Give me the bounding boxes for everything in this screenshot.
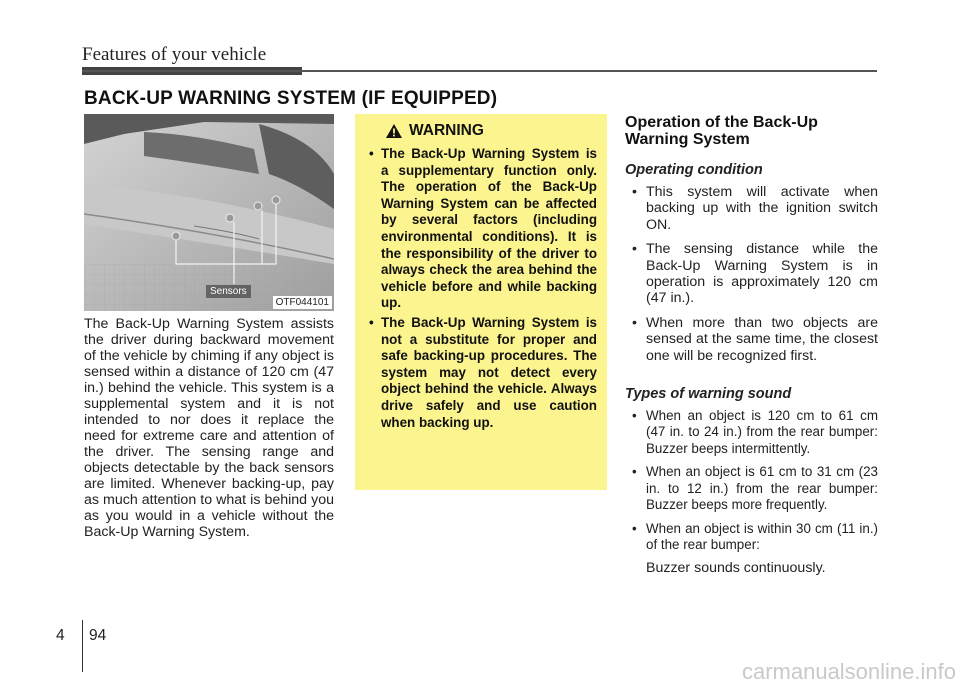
footer-divider bbox=[82, 620, 83, 672]
sensors-callout: Sensors bbox=[206, 285, 251, 298]
header-title: Features of your vehicle bbox=[82, 44, 267, 65]
page-number: 94 bbox=[89, 627, 107, 644]
condition-item: • The sensing distance while the Back-Up Warning System is in operation is approximately 120 cm (47 in.). bbox=[625, 241, 878, 307]
condition-list bbox=[625, 184, 878, 364]
warning-triangle-icon bbox=[385, 123, 403, 139]
section-title: BACK-UP WARNING SYSTEM (IF EQUIPPED) bbox=[84, 88, 498, 109]
warning-sound-title: Types of warning sound bbox=[625, 386, 792, 403]
sound-item: • When an object is within 30 cm (11 in.) of the rear bumper: bbox=[625, 521, 878, 554]
intro-paragraph: The Back-Up Warning System assists the driver during backward movement of the vehicle by chiming if any object is sensed within a distance of 120 cm (47 in.) behind the vehicle. This system is a supplemental system and it is not intended to nor does it replace the need for extreme care and attention of the driver. The sensing range and objects detectable by the back sensors are limited. Whenever backing-up, pay as much attention to what is behind you as you would in a vehicle without the Back-Up Warning System. bbox=[84, 316, 334, 540]
sound-list bbox=[625, 408, 878, 553]
condition-item: • When more than two objects are sensed at the same time, the closest one will be recognized first. bbox=[625, 315, 878, 364]
sound-item: • When an object is 61 cm to 31 cm (23 in. to 12 in.) from the rear bumper: Buzzer beeps more frequently. bbox=[625, 464, 878, 513]
operating-condition-title: Operating condition bbox=[625, 162, 763, 178]
warning-title: WARNING bbox=[409, 122, 484, 139]
warning-box bbox=[355, 114, 607, 490]
operation-column bbox=[625, 114, 878, 577]
chapter-number: 4 bbox=[56, 627, 65, 644]
figure-code: OTF044101 bbox=[273, 296, 332, 309]
sound-item: • When an object is 120 cm to 61 cm (47 in. to 24 in.) from the rear bumper: Buzzer beeps intermittently. bbox=[625, 408, 878, 457]
warning-item: • The Back-Up Warning System is a supplementary function only. The operation of the Back-Up Warning System can be affected by several factors (including environmental conditions). It is the responsibility of the driver to always check the area behind the vehicle before and while backing up. bbox=[365, 146, 597, 312]
condition-item: • This system will activate when backing up with the ignition switch ON. bbox=[625, 184, 878, 233]
continuous-buzzer-note: Buzzer sounds continuously. bbox=[646, 560, 826, 577]
warning-list bbox=[365, 146, 597, 431]
warning-header bbox=[385, 122, 597, 140]
header-rule bbox=[82, 70, 877, 72]
watermark: carmanualsonline.info bbox=[741, 659, 956, 684]
warning-item: • The Back-Up Warning System is not a substitute for proper and safe backing-up procedures. The system may not detect every object behind the vehicle. Always drive safely and use caution when backing up. bbox=[365, 315, 597, 431]
car-rear-illustration bbox=[84, 114, 334, 311]
operation-title: Operation of the Back-Up Warning System bbox=[625, 114, 818, 148]
backup-sensors-figure bbox=[84, 114, 334, 311]
